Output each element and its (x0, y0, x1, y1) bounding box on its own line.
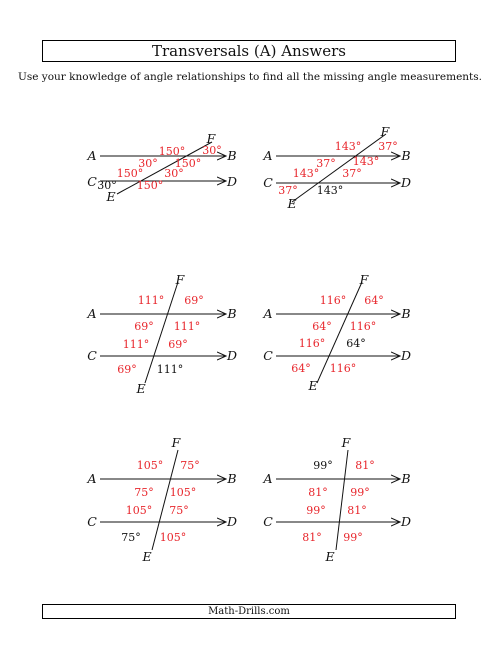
answer-angle: 150° (174, 157, 202, 170)
answer-angle: 150° (136, 179, 164, 192)
answer-angle: 116° (298, 337, 326, 350)
label-b: B (227, 471, 237, 486)
answer-angle: 69° (117, 363, 137, 376)
answer-angle: 143° (334, 140, 362, 153)
label-d: D (226, 174, 238, 189)
answer-angle: 64° (364, 294, 384, 307)
label-b: B (227, 148, 237, 163)
label-f: F (380, 124, 390, 139)
answer-angle: 30° (138, 157, 158, 170)
label-a: A (263, 471, 273, 486)
answer-angle: 81° (302, 531, 322, 544)
given-angle: 64° (346, 337, 366, 350)
answer-angle: 105° (125, 504, 153, 517)
label-f: F (359, 272, 369, 287)
label-f: F (171, 435, 181, 450)
answer-angle: 99° (306, 504, 326, 517)
transversal-figure-5 (86, 435, 237, 564)
answer-angle: 37° (316, 157, 336, 170)
answer-angle: 30° (202, 144, 222, 157)
given-angle: 143° (316, 184, 344, 197)
label-f: F (175, 272, 185, 287)
answer-angle: 37° (378, 140, 398, 153)
answer-angle: 105° (136, 459, 164, 472)
label-a: A (263, 306, 273, 321)
label-f: F (341, 435, 351, 450)
answer-angle: 143° (292, 167, 320, 180)
answer-angle: 75° (134, 486, 154, 499)
answer-angle: 111° (122, 338, 150, 351)
instructions: Use your knowledge of angle relationships to find all the missing angle measurements. (18, 71, 482, 83)
label-e: E (287, 196, 297, 211)
answer-angle: 81° (355, 459, 375, 472)
answer-angle: 64° (312, 320, 332, 333)
answer-angle: 105° (159, 531, 187, 544)
label-e: E (106, 189, 116, 204)
answer-angle: 64° (291, 362, 311, 375)
label-c: C (87, 174, 97, 189)
label-c: C (263, 514, 273, 529)
answer-angle: 99° (350, 486, 370, 499)
label-b: B (401, 148, 411, 163)
transversal-figure-2 (262, 124, 411, 211)
label-d: D (226, 514, 238, 529)
transversal-figure-6 (262, 435, 411, 564)
label-e: E (325, 549, 335, 564)
label-a: A (263, 148, 273, 163)
answer-angle: 116° (349, 320, 377, 333)
label-e: E (308, 378, 318, 393)
answer-angle: 30° (164, 167, 184, 180)
worksheet-title: Transversals (A) Answers (42, 40, 456, 62)
answer-angle: 37° (342, 167, 362, 180)
label-d: D (400, 348, 412, 363)
answer-angle: 111° (173, 320, 201, 333)
given-angle: 75° (121, 531, 141, 544)
transversal-figure-1 (86, 131, 237, 204)
answer-angle: 75° (169, 504, 189, 517)
label-e: E (136, 381, 146, 396)
answer-angle: 150° (116, 167, 144, 180)
label-b: B (401, 306, 411, 321)
label-c: C (263, 348, 273, 363)
answer-angle: 69° (168, 338, 188, 351)
label-a: A (87, 471, 97, 486)
given-angle: 111° (156, 363, 184, 376)
answer-angle: 111° (137, 294, 165, 307)
label-c: C (87, 514, 97, 529)
label-d: D (400, 175, 412, 190)
label-f: F (206, 131, 216, 146)
answer-angle: 116° (319, 294, 347, 307)
transversal-figure-4 (262, 272, 411, 393)
answer-angle: 81° (347, 504, 367, 517)
answer-angle: 105° (169, 486, 197, 499)
label-c: C (263, 175, 273, 190)
answer-angle: 69° (184, 294, 204, 307)
label-b: B (401, 471, 411, 486)
answer-angle: 143° (352, 155, 380, 168)
transversal-figure-3 (86, 272, 237, 396)
given-angle: 99° (313, 459, 333, 472)
label-d: D (400, 514, 412, 529)
answer-angle: 69° (134, 320, 154, 333)
answer-angle: 37° (278, 184, 298, 197)
label-c: C (87, 348, 97, 363)
given-angle: 30° (97, 179, 117, 192)
answer-angle: 116° (329, 362, 357, 375)
label-d: D (226, 348, 238, 363)
answer-angle: 81° (308, 486, 328, 499)
answer-angle: 75° (180, 459, 200, 472)
footer: Math-Drills.com (42, 604, 456, 619)
label-a: A (87, 306, 97, 321)
answer-angle: 150° (158, 145, 186, 158)
label-a: A (87, 148, 97, 163)
label-e: E (142, 549, 152, 564)
label-b: B (227, 306, 237, 321)
answer-angle: 99° (343, 531, 363, 544)
